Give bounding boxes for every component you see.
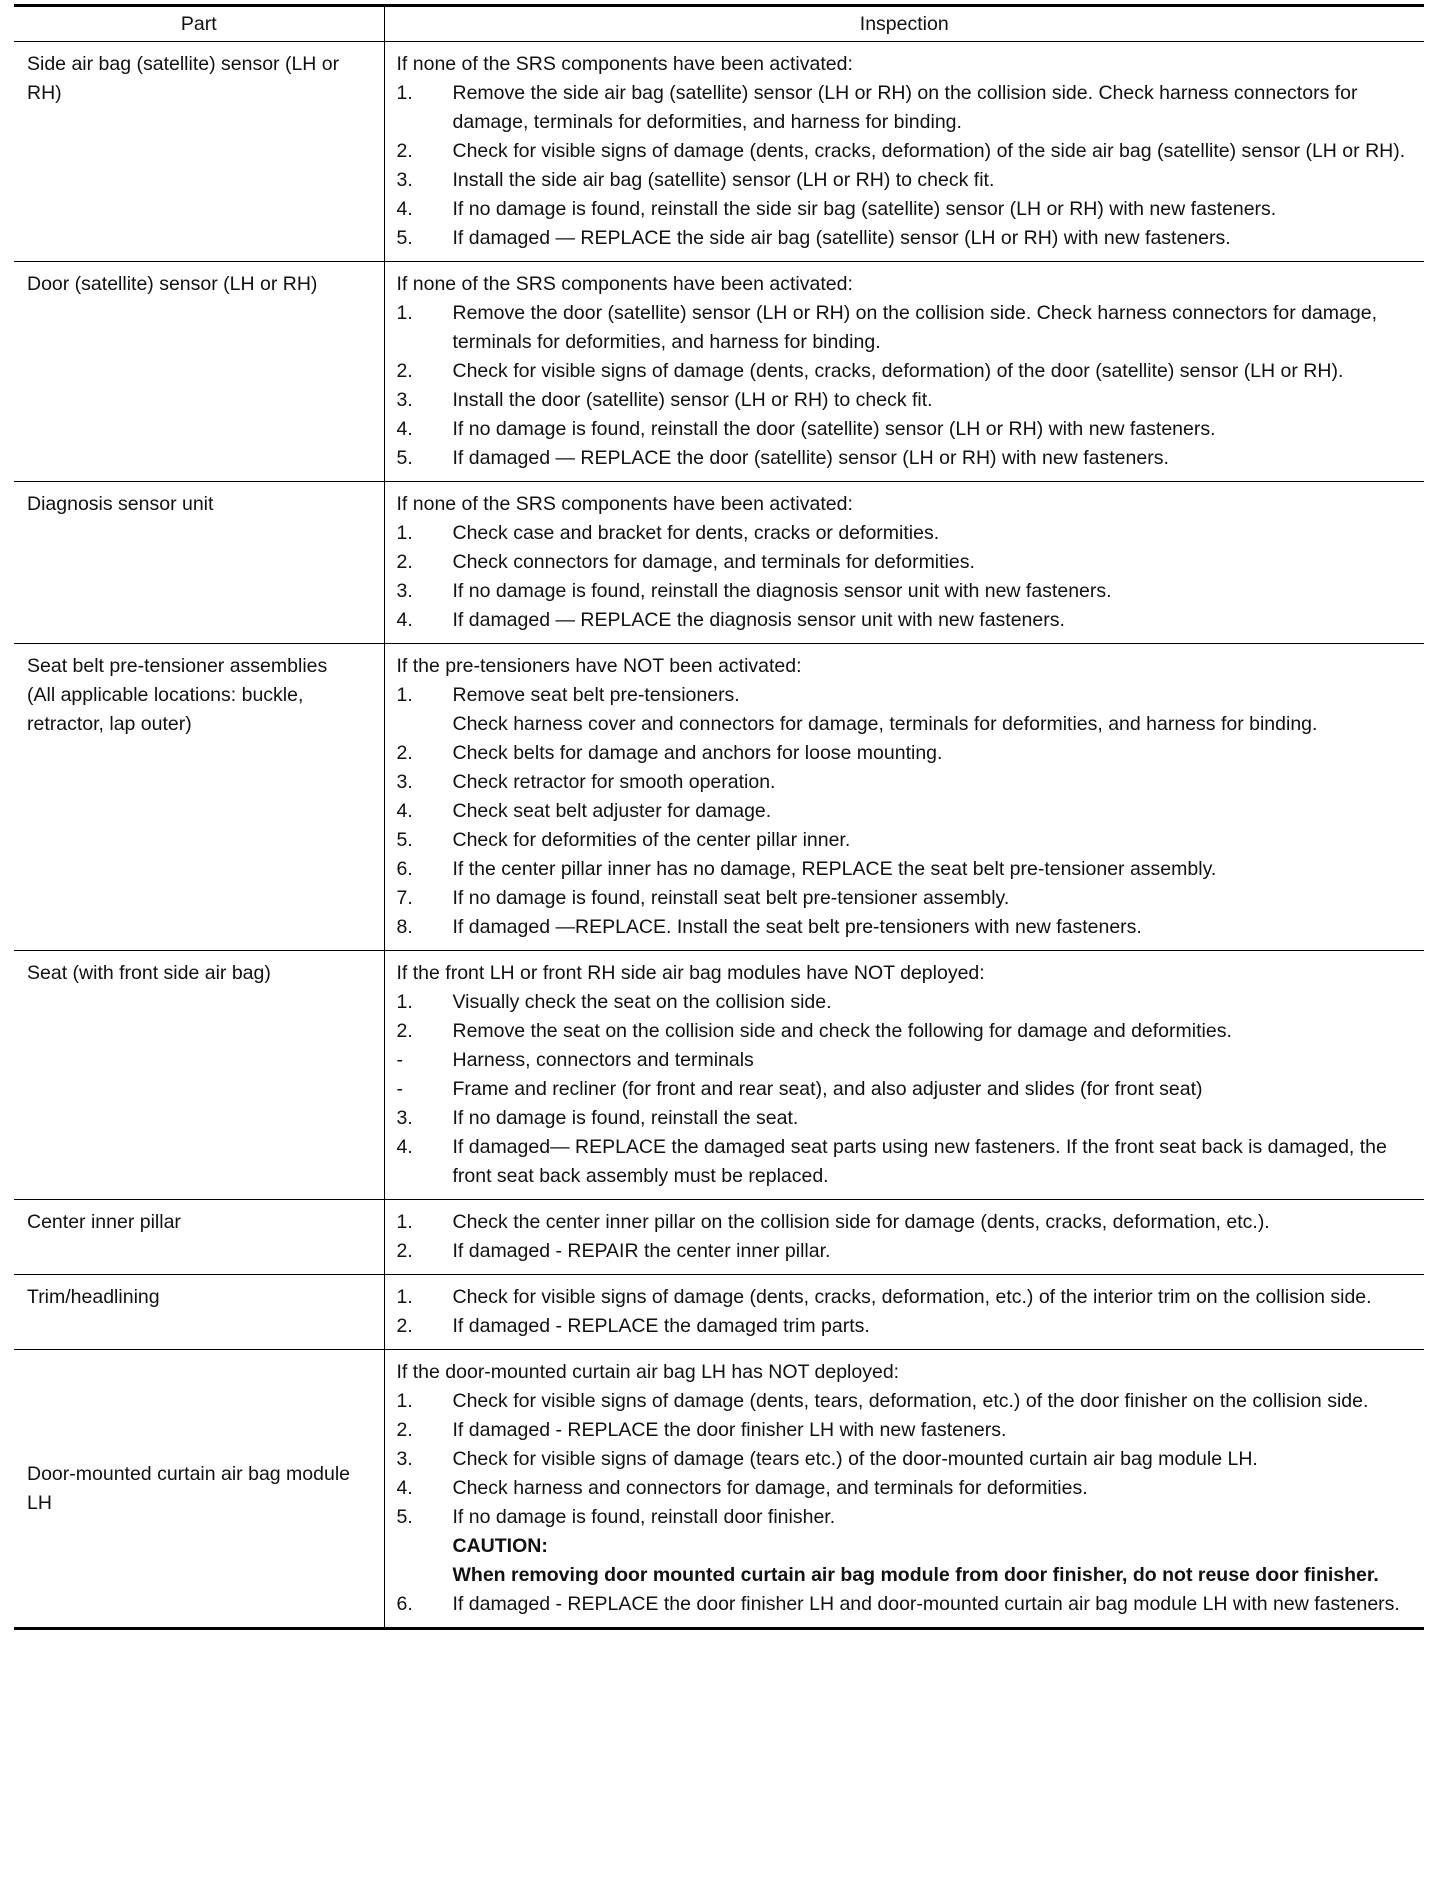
inspection-intro: If the front LH or front RH side air bag modules have NOT deployed: [396,962,985,984]
inspection-intro: If none of the SRS components have been activated: [396,273,853,295]
inspection-step [397,519,1415,548]
step-number: 1. [396,1286,413,1308]
step-number: 1. [396,82,413,104]
inspection-step [397,1312,1415,1341]
table-header-row [14,6,1424,42]
inspection-step [397,577,1415,606]
inspection-step [397,137,1415,166]
step-text: If damaged - REPLACE the damaged trim parts. [452,1315,870,1337]
inspection-step [397,79,1415,137]
inspection-step [397,1283,1415,1312]
step-text: If damaged — REPLACE the side air bag (satellite) sensor (LH or RH) with new fasteners. [452,227,1231,249]
inspection-step [397,357,1415,386]
caution-text: When removing door mounted curtain air bag module from door finisher, do not reuse door finisher. [452,1564,1379,1586]
inspection-step [397,606,1415,635]
part-cell [14,644,384,951]
inspection-intro: If none of the SRS components have been activated: [396,493,853,515]
step-number: 6. [396,858,413,880]
step-number: 2. [396,1020,413,1042]
part-name: Door (satellite) sensor (LH or RH) [27,273,318,295]
step-text: Check seat belt adjuster for damage. [452,800,772,822]
inspection-intro: If none of the SRS components have been activated: [396,53,853,75]
step-text: Remove the side air bag (satellite) sensor (LH or RH) on the collision side. Check harness connectors for damage, terminals for deformities, and harness for binding. [452,82,1358,133]
step-text: If damaged - REPAIR the center inner pillar. [452,1240,831,1262]
step-number: 1. [396,684,413,706]
step-text: If damaged - REPLACE the door finisher LH and door-mounted curtain air bag module LH with new fasteners. [452,1593,1400,1615]
step-number: 2. [396,1419,413,1441]
step-text: Check case and bracket for dents, cracks or deformities. [452,522,940,544]
step-text: Check retractor for smooth operation. [452,771,776,793]
part-cell [14,1350,384,1629]
step-text: Check for visible signs of damage (dents, tears, deformation, etc.) of the door finisher on the collision side. [452,1390,1369,1412]
table-row [14,42,1424,262]
part-name: Diagnosis sensor unit [27,493,214,515]
inspection-step [397,1416,1415,1445]
step-number: 3. [396,1448,413,1470]
table-row [14,482,1424,644]
step-number: 1. [396,1390,413,1412]
part-name: Seat (with front side air bag) [27,962,271,984]
step-text: Install the door (satellite) sensor (LH or RH) to check fit. [452,389,933,411]
inspection-step [397,681,1415,739]
inspection-intro: If the pre-tensioners have NOT been activated: [396,655,802,677]
step-number: 1. [396,302,413,324]
step-text: If no damage is found, reinstall the diagnosis sensor unit with new fasteners. [452,580,1112,602]
step-text: If damaged —REPLACE. Install the seat belt pre-tensioners with new fasteners. [452,916,1142,938]
step-text: Check harness and connectors for damage, and terminals for deformities. [452,1477,1088,1499]
inspection-step [397,386,1415,415]
caution-label: CAUTION: [452,1535,548,1557]
part-cell [14,482,384,644]
step-number: 2. [396,1315,413,1337]
inspection-cell [384,951,1424,1200]
inspection-step [397,797,1415,826]
inspection-column-header: Inspection [384,6,1424,42]
step-number: - [396,1078,403,1100]
step-text: If no damage is found, reinstall door finisher. [452,1506,836,1528]
inspection-step [397,768,1415,797]
table-row [14,644,1424,951]
step-number: 2. [396,742,413,764]
inspection-step [397,1474,1415,1503]
step-number: 5. [396,447,413,469]
step-number: 5. [396,829,413,851]
inspection-cell [384,1200,1424,1275]
inspection-step [397,195,1415,224]
inspection-step [397,1208,1415,1237]
inspection-cell [384,42,1424,262]
step-number: 5. [396,227,413,249]
inspection-step [397,826,1415,855]
step-text: If no damage is found, reinstall the side sir bag (satellite) sensor (LH or RH) with new fasteners. [452,198,1277,220]
inspection-step [397,444,1415,473]
inspection-step [397,1104,1415,1133]
step-number: 1. [396,1211,413,1233]
step-number: 3. [396,389,413,411]
part-column-header: Part [14,6,384,42]
inspection-step [397,299,1415,357]
step-number: 6. [396,1593,413,1615]
inspection-step [397,224,1415,253]
inspection-step [397,548,1415,577]
step-text: If the center pillar inner has no damage, REPLACE the seat belt pre-tensioner assembly. [452,858,1217,880]
inspection-step [397,884,1415,913]
step-text: Check for visible signs of damage (dents, cracks, deformation, etc.) of the interior trim on the collision side. [452,1286,1372,1308]
inspection-step [397,988,1415,1017]
inspection-step [397,415,1415,444]
step-text: Remove the door (satellite) sensor (LH or RH) on the collision side. Check harness connectors for damage, terminals for deformities, and harness for binding. [452,302,1378,353]
table-row [14,951,1424,1200]
inspection-step [397,913,1415,942]
step-number: 3. [396,771,413,793]
step-number: 4. [396,1136,413,1158]
part-cell [14,262,384,482]
inspection-intro: If the door-mounted curtain air bag LH has NOT deployed: [396,1361,900,1383]
step-text: If damaged— REPLACE the damaged seat parts using new fasteners. If the front seat back is damaged, the front seat back assembly must be replaced. [452,1136,1387,1187]
step-text: If damaged - REPLACE the door finisher LH with new fasteners. [452,1419,1007,1441]
inspection-step [397,855,1415,884]
part-cell [14,42,384,262]
step-text: If no damage is found, reinstall the door (satellite) sensor (LH or RH) with new fasteners. [452,418,1216,440]
step-number: 7. [396,887,413,909]
step-number: 4. [396,1477,413,1499]
step-number: 5. [396,1506,413,1528]
inspection-cell [384,644,1424,951]
table-row [14,1200,1424,1275]
step-number: 3. [396,1107,413,1129]
part-cell [14,951,384,1200]
step-number: 4. [396,418,413,440]
step-text: If no damage is found, reinstall seat belt pre-tensioner assembly. [452,887,1010,909]
inspection-step [397,166,1415,195]
inspection-step [397,1445,1415,1474]
part-name: Door-mounted curtain air bag module LH [27,1462,351,1514]
step-number: 4. [396,609,413,631]
inspection-cell [384,482,1424,644]
part-name: Center inner pillar [27,1211,181,1233]
part-cell [14,1200,384,1275]
step-number: 2. [396,1240,413,1262]
inspection-cell [384,1275,1424,1350]
step-number: 2. [396,551,413,573]
step-number: 4. [396,198,413,220]
step-number: 3. [396,169,413,191]
inspection-step [397,1590,1415,1619]
step-text: If damaged — REPLACE the diagnosis sensor unit with new fasteners. [452,609,1065,631]
step-text: Check for deformities of the center pillar inner. [452,829,851,851]
inspection-cell [384,262,1424,482]
step-number: 2. [396,360,413,382]
inspection-step [397,1046,1415,1075]
step-text: Frame and recliner (for front and rear seat), and also adjuster and slides (for front seat) [452,1078,1203,1100]
step-text: Check for visible signs of damage (dents, cracks, deformation) of the side air bag (satellite) sensor (LH or RH). [452,140,1406,162]
step-text: Check for visible signs of damage (dents, cracks, deformation) of the door (satellite) sensor (LH or RH). [452,360,1344,382]
step-text: Remove seat belt pre-tensioners. Check harness cover and connectors for damage, terminals for deformities, and harness for binding. [452,684,1318,735]
step-text: If no damage is found, reinstall the seat. [452,1107,799,1129]
step-number: 3. [396,580,413,602]
part-name: Seat belt pre-tensioner assemblies (All applicable locations: buckle, retractor, lap outer) [27,655,328,735]
step-text: Check for visible signs of damage (tears etc.) of the door-mounted curtain air bag module LH. [452,1448,1258,1470]
step-text: Harness, connectors and terminals [452,1049,754,1071]
inspection-table [14,4,1424,1630]
step-number: 1. [396,522,413,544]
step-text: Remove the seat on the collision side and check the following for damage and deformities. [452,1020,1232,1042]
step-text: If damaged — REPLACE the door (satellite) sensor (LH or RH) with new fasteners. [452,447,1169,469]
part-cell [14,1275,384,1350]
inspection-cell [384,1350,1424,1629]
table-row [14,1275,1424,1350]
step-number: 4. [396,800,413,822]
inspection-step [397,1503,1415,1590]
inspection-step [397,1237,1415,1266]
inspection-step [397,1133,1415,1191]
step-number: 8. [396,916,413,938]
step-number: - [396,1049,403,1071]
step-number: 2. [396,140,413,162]
part-name: Side air bag (satellite) sensor (LH or RH) [27,53,340,104]
step-text: Visually check the seat on the collision side. [452,991,832,1013]
step-text: Check the center inner pillar on the collision side for damage (dents, cracks, deformation, etc.). [452,1211,1270,1233]
part-name: Trim/headlining [27,1286,160,1308]
table-row [14,1350,1424,1629]
inspection-step [397,739,1415,768]
table-row [14,262,1424,482]
inspection-step [397,1017,1415,1046]
step-text: Install the side air bag (satellite) sensor (LH or RH) to check fit. [452,169,995,191]
inspection-step [397,1075,1415,1104]
step-text: Check connectors for damage, and terminals for deformities. [452,551,975,573]
step-text: Check belts for damage and anchors for loose mounting. [452,742,943,764]
step-number: 1. [396,991,413,1013]
inspection-step [397,1387,1415,1416]
